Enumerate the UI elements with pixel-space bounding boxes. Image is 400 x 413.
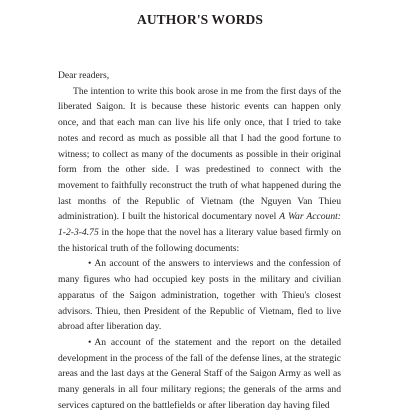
- bullet-item-1: [58, 256, 341, 335]
- bullet-item-2: [58, 335, 341, 413]
- bullet-icon: •: [88, 336, 92, 348]
- book-title: A War Account: 1-2-3-4.75: [58, 211, 341, 239]
- intro-text-part-2: in the hope that the novel has a literary value based firmly on the historical truth of the following documents:: [58, 227, 341, 254]
- bullet-text-1: An account of the answers to interviews and the confession of many figures who had occupied key posts in the military and civilian apparatus of the Saigon administration, together with Thieu's closest advisors. Thieu, then President of the Republic of Vietnam, fled to live abroad after liberation day.: [58, 258, 341, 333]
- salutation: Dear readers,: [58, 70, 110, 81]
- bullet-icon: •: [88, 258, 92, 270]
- intro-paragraph: [58, 84, 341, 257]
- page-title: AUTHOR'S WORDS: [136, 12, 264, 27]
- bullet-text-2: An account of the statement and the report on the detailed development in the process of the fall of the defense lines, at the strategic areas and the last days at the General Staff of the Saigon Army as well as many generals in all four military regions; the generals of the arms and services captured on the battlefields or after liberation day having filed: [58, 336, 341, 411]
- intro-text-part-1: The intention to write this book arose in me from the first days of the liberated Saigon. It is because these historic events can happen only once, and that each man can live his life only once, that I tried to take notes and record as much as possible all that I had the good fortune to witness; to collect as many of the documents as possible in their original form from the other side. I was predestined to connect with the movement to faithfully reconstruct the truth of what happened during the last months of the Republic of Vietnam (the Nguyen Van Thieu administration). I built the historical documentary novel: [58, 85, 341, 223]
- body-text: [58, 68, 341, 413]
